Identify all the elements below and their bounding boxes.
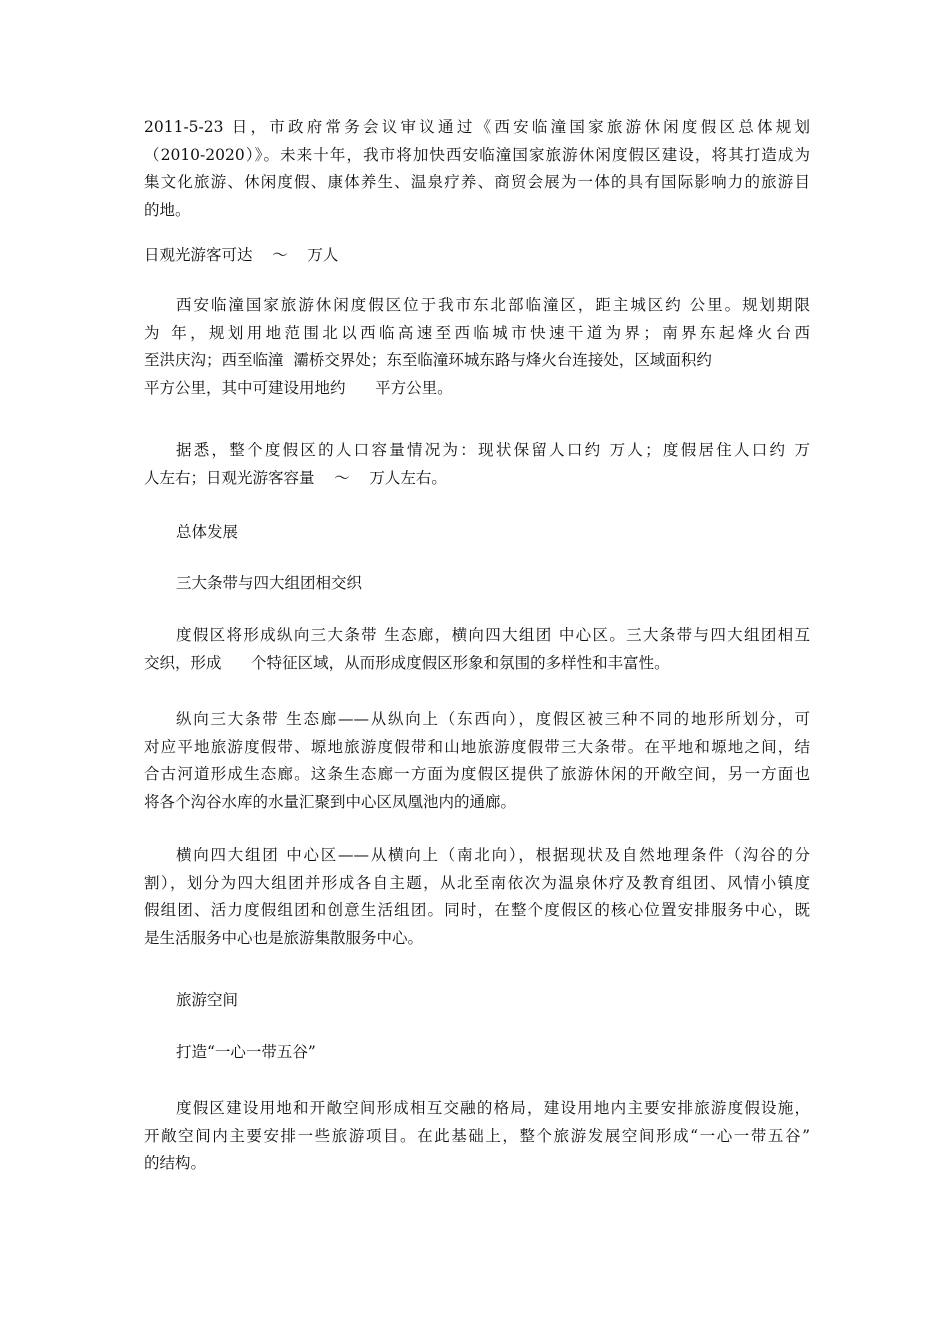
text-line: 交织，形成 个特征区域，从而形成度假区形象和氛围的多样性和丰富性。 (144, 653, 670, 672)
heading-text: 旅游空间 (176, 991, 239, 1009)
text-line: 合古河道形成生态廊。这条生态廊一方面为度假区提供了旅游休闲的开敞空间，另一方面也 (144, 765, 810, 783)
text-line: 割），划分为四大组团并形成各自主题，从北至南依次为温泉休疗及教育组团、风情小镇度 (144, 873, 810, 892)
heading-text: 总体发展 (176, 523, 239, 541)
text-line: 集文化旅游、休闲度假、康体养生、温泉疗养、商贸会展为一体的具有国际影响力的旅游目 (144, 173, 810, 191)
paragraph-daily-visitors (144, 242, 810, 270)
text-line: 西安临潼国家旅游休闲度假区位于我市东北部临潼区，距主城区约 公里。规划期限 (176, 296, 810, 314)
text-line: 的地。 (144, 200, 191, 219)
text-line: 是生活服务中心也是旅游集散服务中心。 (144, 928, 424, 947)
text-line: 据悉，整个度假区的人口容量情况为：现状保留人口约 万人；度假居住人口约 万 (176, 441, 810, 459)
heading-text: 打造“一心一带五谷” (176, 1043, 316, 1061)
text-line: 度假区将形成纵向三大条带 生态廊，横向四大组团 中心区。三大条带与四大组团相互 (176, 626, 810, 644)
heading-three-belts (144, 570, 810, 598)
text-line: 的结构。 (144, 1154, 207, 1172)
text-line: 度假区建设用地和开敞空间形成相互交融的格局，建设用地内主要安排旅游度假设施， (176, 1099, 810, 1117)
text-line: 人左右；日观光游客容量 ～ 万人左右。 (144, 468, 447, 487)
text-line: 将各个沟谷水库的水量汇聚到中心区凤凰池内的通廊。 (144, 792, 517, 811)
text-line: 假组团、活力度假组团和创意生活组团。同时，在整个度假区的核心位置安排服务中心，既 (144, 901, 810, 919)
text-line: 纵向三大条带 生态廊——从纵向上（东西向），度假区被三种不同的地形所划分，可 (176, 710, 810, 728)
text-line: 至洪庆沟；西至临潼 灞桥交界处；东至临潼环城东路与烽火台连接处，区域面积约 (144, 351, 712, 369)
text-line: 日观光游客可达 ～ 万人 (144, 246, 339, 264)
text-line: 2011-5-23 日，市政府常务会议审议通过《西安临潼国家旅游休闲度假区总体规划 (144, 118, 810, 136)
paragraph-population (144, 437, 810, 492)
paragraph-belts-intro (144, 622, 810, 677)
heading-overall-development (144, 519, 810, 547)
paragraph-vertical-belts (144, 706, 810, 816)
text-line: 对应平地旅游度假带、塬地旅游度假带和山地旅游度假带三大条带。在平地和塬地之间，结 (144, 737, 810, 756)
heading-text: 三大条带与四大组团相交织 (176, 574, 363, 592)
text-line: （2010-2020）》。未来十年，我市将加快西安临潼国家旅游休闲度假区建设，将其打造成为 (144, 145, 810, 164)
heading-one-core (144, 1039, 810, 1067)
text-line: 平方公里，其中可建设用地约 平方公里。 (144, 378, 453, 397)
paragraph-space-structure (144, 1095, 810, 1178)
paragraph-location (144, 292, 810, 402)
paragraph-intro (144, 114, 810, 224)
text-line: 为 年，规划用地范围北以西临高速至西临城市快速干道为界；南界东起烽火台西 (144, 323, 810, 342)
text-line: 横向四大组团 中心区——从横向上（南北向），根据现状及自然地理条件（沟谷的分 (176, 846, 810, 864)
heading-tourism-space (144, 987, 810, 1015)
paragraph-horizontal-groups (144, 842, 810, 952)
text-line: 开敞空间内主要安排一些旅游项目。在此基础上，整个旅游发展空间形成“一心一带五谷” (144, 1126, 810, 1145)
